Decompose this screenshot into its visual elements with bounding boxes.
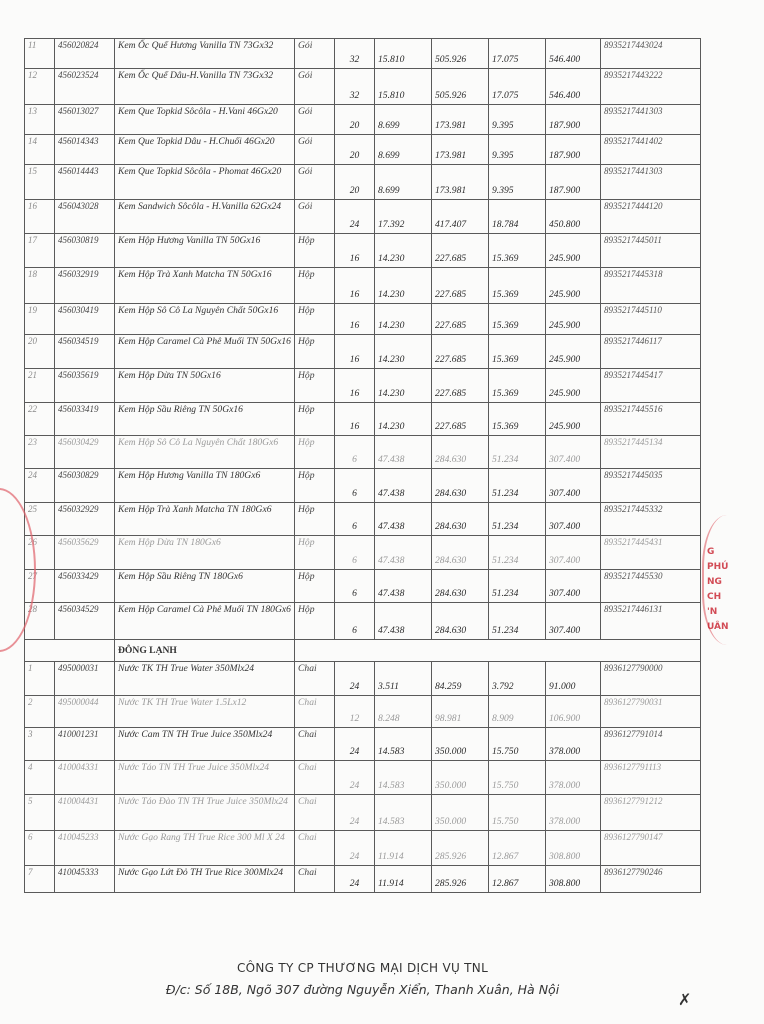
unit: Chai: [295, 662, 335, 696]
case-price: 227.685: [432, 403, 489, 436]
unit-price-vat: 51.234: [489, 469, 546, 503]
pack-size: 20: [335, 165, 375, 200]
table-row: [25, 234, 701, 268]
row-index: 18: [25, 268, 55, 304]
case-price-vat: 245.900: [546, 304, 601, 335]
stamp-fragment: 'N: [707, 607, 718, 617]
case-price: 173.981: [432, 105, 489, 135]
row-index: 4: [25, 761, 55, 795]
pack-size: 20: [335, 135, 375, 165]
unit-price-vat: 12.867: [489, 831, 546, 866]
table-row: [25, 469, 701, 503]
unit: Gói: [295, 105, 335, 135]
product-name: Nước Táo TN TH True Juice 350Mlx24: [115, 761, 295, 795]
product-code: 456013027: [55, 105, 115, 135]
table-row: [25, 200, 701, 234]
table-row: [25, 536, 701, 570]
product-code: 456033419: [55, 403, 115, 436]
product-name: Kem Ốc Quế Hương Vanilla TN 73Gx32: [115, 39, 295, 69]
pack-size: 24: [335, 866, 375, 893]
row-index: 2: [25, 696, 55, 728]
unit-price-vat: 12.867: [489, 866, 546, 893]
product-code: 456033429: [55, 570, 115, 603]
barcode: 8936127790000: [601, 662, 701, 696]
unit-price-vat: 15.750: [489, 761, 546, 795]
table-row: [25, 436, 701, 469]
case-price-vat: 307.400: [546, 503, 601, 536]
row-index: 24: [25, 469, 55, 503]
product-name: Kem Hộp Caramel Cà Phê Muối TN 50Gx16: [115, 335, 295, 369]
product-name: Kem Que Topkid Sôcôla - Phomat 46Gx20: [115, 165, 295, 200]
row-index: 1: [25, 662, 55, 696]
product-code: 456035629: [55, 536, 115, 570]
unit-price: 11.914: [375, 831, 432, 866]
table-row: [25, 268, 701, 304]
barcode: 8935217446131: [601, 603, 701, 640]
case-price-vat: 307.400: [546, 536, 601, 570]
product-name: Nước Cam TN TH True Juice 350Mlx24: [115, 728, 295, 761]
pack-size: 6: [335, 570, 375, 603]
unit: Hộp: [295, 603, 335, 640]
table-row: [25, 795, 701, 831]
barcode: 8935217445417: [601, 369, 701, 403]
row-index: 22: [25, 403, 55, 436]
case-price-vat: 307.400: [546, 603, 601, 640]
product-name: Nước TK TH True Water 350Mlx24: [115, 662, 295, 696]
case-price: 284.630: [432, 570, 489, 603]
table-row: [25, 761, 701, 795]
product-name: Kem Hộp Caramel Cà Phê Muối TN 180Gx6: [115, 603, 295, 640]
section-title: ĐÔNG LẠNH: [115, 640, 295, 662]
row-index: 23: [25, 436, 55, 469]
stamp-fragment: NG: [707, 577, 722, 587]
pack-size: 6: [335, 603, 375, 640]
unit-price: 47.438: [375, 570, 432, 603]
unit: Hộp: [295, 234, 335, 268]
unit: Gói: [295, 200, 335, 234]
pack-size: 32: [335, 39, 375, 69]
product-code: 456030429: [55, 436, 115, 469]
unit-price-vat: 15.369: [489, 335, 546, 369]
case-price: 285.926: [432, 831, 489, 866]
unit-price: 47.438: [375, 536, 432, 570]
unit-price-vat: 8.909: [489, 696, 546, 728]
case-price: 173.981: [432, 135, 489, 165]
product-code: 456032919: [55, 268, 115, 304]
case-price: 505.926: [432, 39, 489, 69]
unit-price-vat: 17.075: [489, 69, 546, 105]
case-price-vat: 307.400: [546, 436, 601, 469]
product-code: 495000044: [55, 696, 115, 728]
unit-price: 8.699: [375, 165, 432, 200]
case-price: 350.000: [432, 728, 489, 761]
unit-price: 14.230: [375, 268, 432, 304]
unit-price-vat: 9.395: [489, 135, 546, 165]
unit: Chai: [295, 696, 335, 728]
unit-price-vat: 15.750: [489, 728, 546, 761]
table-row: [25, 39, 701, 69]
pack-size: 24: [335, 200, 375, 234]
pack-size: 6: [335, 503, 375, 536]
product-name: Kem Hộp Dừa TN 180Gx6: [115, 536, 295, 570]
product-name: Kem Ốc Quế Dâu-H.Vanilla TN 73Gx32: [115, 69, 295, 105]
unit: Hộp: [295, 403, 335, 436]
unit-price: 8.699: [375, 135, 432, 165]
pack-size: 32: [335, 69, 375, 105]
unit-price-vat: 15.369: [489, 234, 546, 268]
case-price-vat: 546.400: [546, 69, 601, 105]
unit: Hộp: [295, 469, 335, 503]
product-code: 456014443: [55, 165, 115, 200]
unit: Hộp: [295, 503, 335, 536]
company-address: Đ/c: Số 18B, Ngõ 307 đường Nguyễn Xiển, Thanh Xuân, Hà Nội: [165, 982, 560, 997]
case-price: 227.685: [432, 234, 489, 268]
table-row: [25, 570, 701, 603]
table-row: [25, 662, 701, 696]
product-name: Nước Gạo Lứt Đỏ TH True Rice 300Mlx24: [115, 866, 295, 893]
barcode: 8935217445110: [601, 304, 701, 335]
barcode: 8935217443222: [601, 69, 701, 105]
row-index: 5: [25, 795, 55, 831]
pack-size: 24: [335, 761, 375, 795]
table-row: [25, 369, 701, 403]
pack-size: 16: [335, 234, 375, 268]
product-name: Kem Hộp Trà Xanh Matcha TN 180Gx6: [115, 503, 295, 536]
case-price-vat: 378.000: [546, 795, 601, 831]
product-code: 456023524: [55, 69, 115, 105]
unit-price-vat: 15.369: [489, 403, 546, 436]
unit-price: 14.583: [375, 728, 432, 761]
unit: Chai: [295, 795, 335, 831]
case-price-vat: 450.800: [546, 200, 601, 234]
product-code: 456014343: [55, 135, 115, 165]
unit-price: 47.438: [375, 503, 432, 536]
unit-price: 14.583: [375, 761, 432, 795]
table-row: [25, 603, 701, 640]
barcode: 8935217445318: [601, 268, 701, 304]
product-name: Nước Táo Đào TN TH True Juice 350Mlx24: [115, 795, 295, 831]
row-index: 3: [25, 728, 55, 761]
product-code: 495000031: [55, 662, 115, 696]
product-code: 410001231: [55, 728, 115, 761]
pack-size: 6: [335, 436, 375, 469]
case-price-vat: 378.000: [546, 761, 601, 795]
barcode: 8936127791113: [601, 761, 701, 795]
row-index: 13: [25, 105, 55, 135]
case-price-vat: 187.900: [546, 105, 601, 135]
pack-size: 6: [335, 469, 375, 503]
product-name: Kem Hộp Sầu Riêng TN 50Gx16: [115, 403, 295, 436]
pack-size: 16: [335, 369, 375, 403]
unit-price-vat: 51.234: [489, 570, 546, 603]
table-row: [25, 304, 701, 335]
unit-price-vat: 15.750: [489, 795, 546, 831]
unit-price: 14.230: [375, 304, 432, 335]
barcode: 8935217444120: [601, 200, 701, 234]
unit-price: 14.583: [375, 795, 432, 831]
product-name: Kem Sandwich Sôcôla - H.Vanilla 62Gx24: [115, 200, 295, 234]
unit: Hộp: [295, 268, 335, 304]
product-name: Kem Que Topkid Dâu - H.Chuối 46Gx20: [115, 135, 295, 165]
case-price: 98.981: [432, 696, 489, 728]
case-price: 173.981: [432, 165, 489, 200]
case-price: 350.000: [432, 795, 489, 831]
stamp-right-text: [707, 545, 729, 635]
row-index: 15: [25, 165, 55, 200]
unit-price-vat: 3.792: [489, 662, 546, 696]
barcode: 8935217441402: [601, 135, 701, 165]
unit-price: 8.699: [375, 105, 432, 135]
case-price-vat: 378.000: [546, 728, 601, 761]
unit-price-vat: 51.234: [489, 436, 546, 469]
unit: Hộp: [295, 436, 335, 469]
row-index: 26: [25, 536, 55, 570]
table-row: [25, 696, 701, 728]
product-code: 410045233: [55, 831, 115, 866]
product-code: 410045333: [55, 866, 115, 893]
stamp-fragment: G: [707, 547, 715, 557]
product-code: 456032929: [55, 503, 115, 536]
product-name: Kem Hộp Sô Cô La Nguyên Chất 50Gx16: [115, 304, 295, 335]
product-name: Kem Hộp Sầu Riêng TN 180Gx6: [115, 570, 295, 603]
barcode: 8935217445011: [601, 234, 701, 268]
pack-size: 20: [335, 105, 375, 135]
product-name: Nước Gạo Rang TH True Rice 300 Ml X 24: [115, 831, 295, 866]
row-index: 17: [25, 234, 55, 268]
row-index: 12: [25, 69, 55, 105]
unit: Gói: [295, 69, 335, 105]
section-spacer: [25, 640, 115, 662]
unit: Gói: [295, 39, 335, 69]
unit-price-vat: 9.395: [489, 105, 546, 135]
barcode: 8935217441303: [601, 105, 701, 135]
row-index: 25: [25, 503, 55, 536]
section-row: [25, 640, 701, 662]
unit: Gói: [295, 135, 335, 165]
unit-price-vat: 51.234: [489, 603, 546, 640]
pack-size: 24: [335, 831, 375, 866]
barcode: 8935217445431: [601, 536, 701, 570]
section-spacer: [295, 640, 701, 662]
case-price-vat: 307.400: [546, 469, 601, 503]
case-price-vat: 245.900: [546, 268, 601, 304]
pack-size: 12: [335, 696, 375, 728]
pack-size: 24: [335, 662, 375, 696]
unit: Gói: [295, 165, 335, 200]
unit-price-vat: 17.075: [489, 39, 546, 69]
unit-price-vat: 51.234: [489, 536, 546, 570]
product-code: 456030829: [55, 469, 115, 503]
table-row: [25, 728, 701, 761]
product-code: 456034529: [55, 603, 115, 640]
pack-size: 6: [335, 536, 375, 570]
barcode: 8936127791212: [601, 795, 701, 831]
barcode: 8936127790031: [601, 696, 701, 728]
row-index: 14: [25, 135, 55, 165]
price-list-table: [24, 38, 701, 893]
case-price-vat: 245.900: [546, 369, 601, 403]
stamp-fragment: UÂN: [707, 622, 729, 632]
case-price: 284.630: [432, 436, 489, 469]
unit-price: 14.230: [375, 335, 432, 369]
unit-price-vat: 15.369: [489, 268, 546, 304]
case-price-vat: 187.900: [546, 165, 601, 200]
product-name: Kem Hộp Hương Vanilla TN 50Gx16: [115, 234, 295, 268]
case-price-vat: 245.900: [546, 403, 601, 436]
unit: Chai: [295, 866, 335, 893]
pack-size: 16: [335, 403, 375, 436]
case-price: 227.685: [432, 335, 489, 369]
pack-size: 16: [335, 268, 375, 304]
barcode: 8935217443024: [601, 39, 701, 69]
case-price-vat: 308.800: [546, 866, 601, 893]
unit-price: 11.914: [375, 866, 432, 893]
case-price: 284.630: [432, 469, 489, 503]
unit-price: 8.248: [375, 696, 432, 728]
barcode: 8935217445035: [601, 469, 701, 503]
case-price: 227.685: [432, 268, 489, 304]
table-row: [25, 403, 701, 436]
barcode: 8935217445530: [601, 570, 701, 603]
barcode: 8936127791014: [601, 728, 701, 761]
unit-price-vat: 15.369: [489, 369, 546, 403]
unit-price: 47.438: [375, 603, 432, 640]
row-index: 7: [25, 866, 55, 893]
row-index: 11: [25, 39, 55, 69]
pack-size: 24: [335, 728, 375, 761]
unit-price: 14.230: [375, 403, 432, 436]
unit-price: 3.511: [375, 662, 432, 696]
product-code: 410004431: [55, 795, 115, 831]
unit: Chai: [295, 831, 335, 866]
unit: Hộp: [295, 304, 335, 335]
row-index: 21: [25, 369, 55, 403]
unit-price: 17.392: [375, 200, 432, 234]
case-price-vat: 106.900: [546, 696, 601, 728]
table-row: [25, 831, 701, 866]
case-price: 284.630: [432, 603, 489, 640]
unit-price: 15.810: [375, 39, 432, 69]
product-name: Kem Hộp Dừa TN 50Gx16: [115, 369, 295, 403]
unit-price-vat: 51.234: [489, 503, 546, 536]
company-name: CÔNG TY CP THƯƠNG MẠI DỊCH VỤ TNL: [236, 961, 489, 975]
product-name: Kem Hộp Trà Xanh Matcha TN 50Gx16: [115, 268, 295, 304]
table-row: [25, 503, 701, 536]
stamp-fragment: PHÚ: [707, 562, 729, 572]
row-index: 19: [25, 304, 55, 335]
product-code: 456034519: [55, 335, 115, 369]
product-code: 456035619: [55, 369, 115, 403]
stamp-fragment: CH: [707, 592, 722, 602]
table-row: [25, 69, 701, 105]
row-index: 16: [25, 200, 55, 234]
pack-size: 16: [335, 304, 375, 335]
barcode: 8935217446117: [601, 335, 701, 369]
table-row: [25, 165, 701, 200]
table-row: [25, 335, 701, 369]
case-price: 505.926: [432, 69, 489, 105]
product-code: 456030419: [55, 304, 115, 335]
unit-price-vat: 9.395: [489, 165, 546, 200]
product-name: Kem Hộp Sô Cô La Nguyên Chất 180Gx6: [115, 436, 295, 469]
pack-size: 16: [335, 335, 375, 369]
unit: Hộp: [295, 369, 335, 403]
unit-price: 47.438: [375, 469, 432, 503]
signature-icon: ✗: [678, 990, 692, 1009]
case-price: 284.630: [432, 536, 489, 570]
case-price: 350.000: [432, 761, 489, 795]
product-code: 456043028: [55, 200, 115, 234]
barcode: 8936127790246: [601, 866, 701, 893]
barcode: 8936127790147: [601, 831, 701, 866]
case-price: 417.407: [432, 200, 489, 234]
case-price-vat: 245.900: [546, 234, 601, 268]
case-price-vat: 245.900: [546, 335, 601, 369]
unit-price-vat: 15.369: [489, 304, 546, 335]
unit: Hộp: [295, 335, 335, 369]
case-price: 284.630: [432, 503, 489, 536]
barcode: 8935217445516: [601, 403, 701, 436]
case-price: 84.259: [432, 662, 489, 696]
unit-price: 14.230: [375, 234, 432, 268]
unit-price: 14.230: [375, 369, 432, 403]
table-row: [25, 105, 701, 135]
case-price: 285.926: [432, 866, 489, 893]
price-list-body: [25, 39, 701, 893]
unit-price-vat: 18.784: [489, 200, 546, 234]
unit-price: 15.810: [375, 69, 432, 105]
row-index: 28: [25, 603, 55, 640]
product-code: 456030819: [55, 234, 115, 268]
case-price: 227.685: [432, 304, 489, 335]
barcode: 8935217445332: [601, 503, 701, 536]
unit-price: 47.438: [375, 436, 432, 469]
unit: Hộp: [295, 536, 335, 570]
product-code: 456020824: [55, 39, 115, 69]
table-row: [25, 135, 701, 165]
case-price-vat: 546.400: [546, 39, 601, 69]
product-name: Kem Que Topkid Sôcôla - H.Vani 46Gx20: [115, 105, 295, 135]
case-price-vat: 308.800: [546, 831, 601, 866]
unit: Chai: [295, 761, 335, 795]
row-index: 20: [25, 335, 55, 369]
product-code: 410004331: [55, 761, 115, 795]
row-index: 27: [25, 570, 55, 603]
unit: Chai: [295, 728, 335, 761]
unit: Hộp: [295, 570, 335, 603]
barcode: 8935217441303: [601, 165, 701, 200]
product-name: Nước TK TH True Water 1.5Lx12: [115, 696, 295, 728]
barcode: 8935217445134: [601, 436, 701, 469]
table-row: [25, 866, 701, 893]
case-price-vat: 187.900: [546, 135, 601, 165]
product-name: Kem Hộp Hương Vanilla TN 180Gx6: [115, 469, 295, 503]
pack-size: 24: [335, 795, 375, 831]
case-price: 227.685: [432, 369, 489, 403]
case-price-vat: 91.000: [546, 662, 601, 696]
row-index: 6: [25, 831, 55, 866]
case-price-vat: 307.400: [546, 570, 601, 603]
